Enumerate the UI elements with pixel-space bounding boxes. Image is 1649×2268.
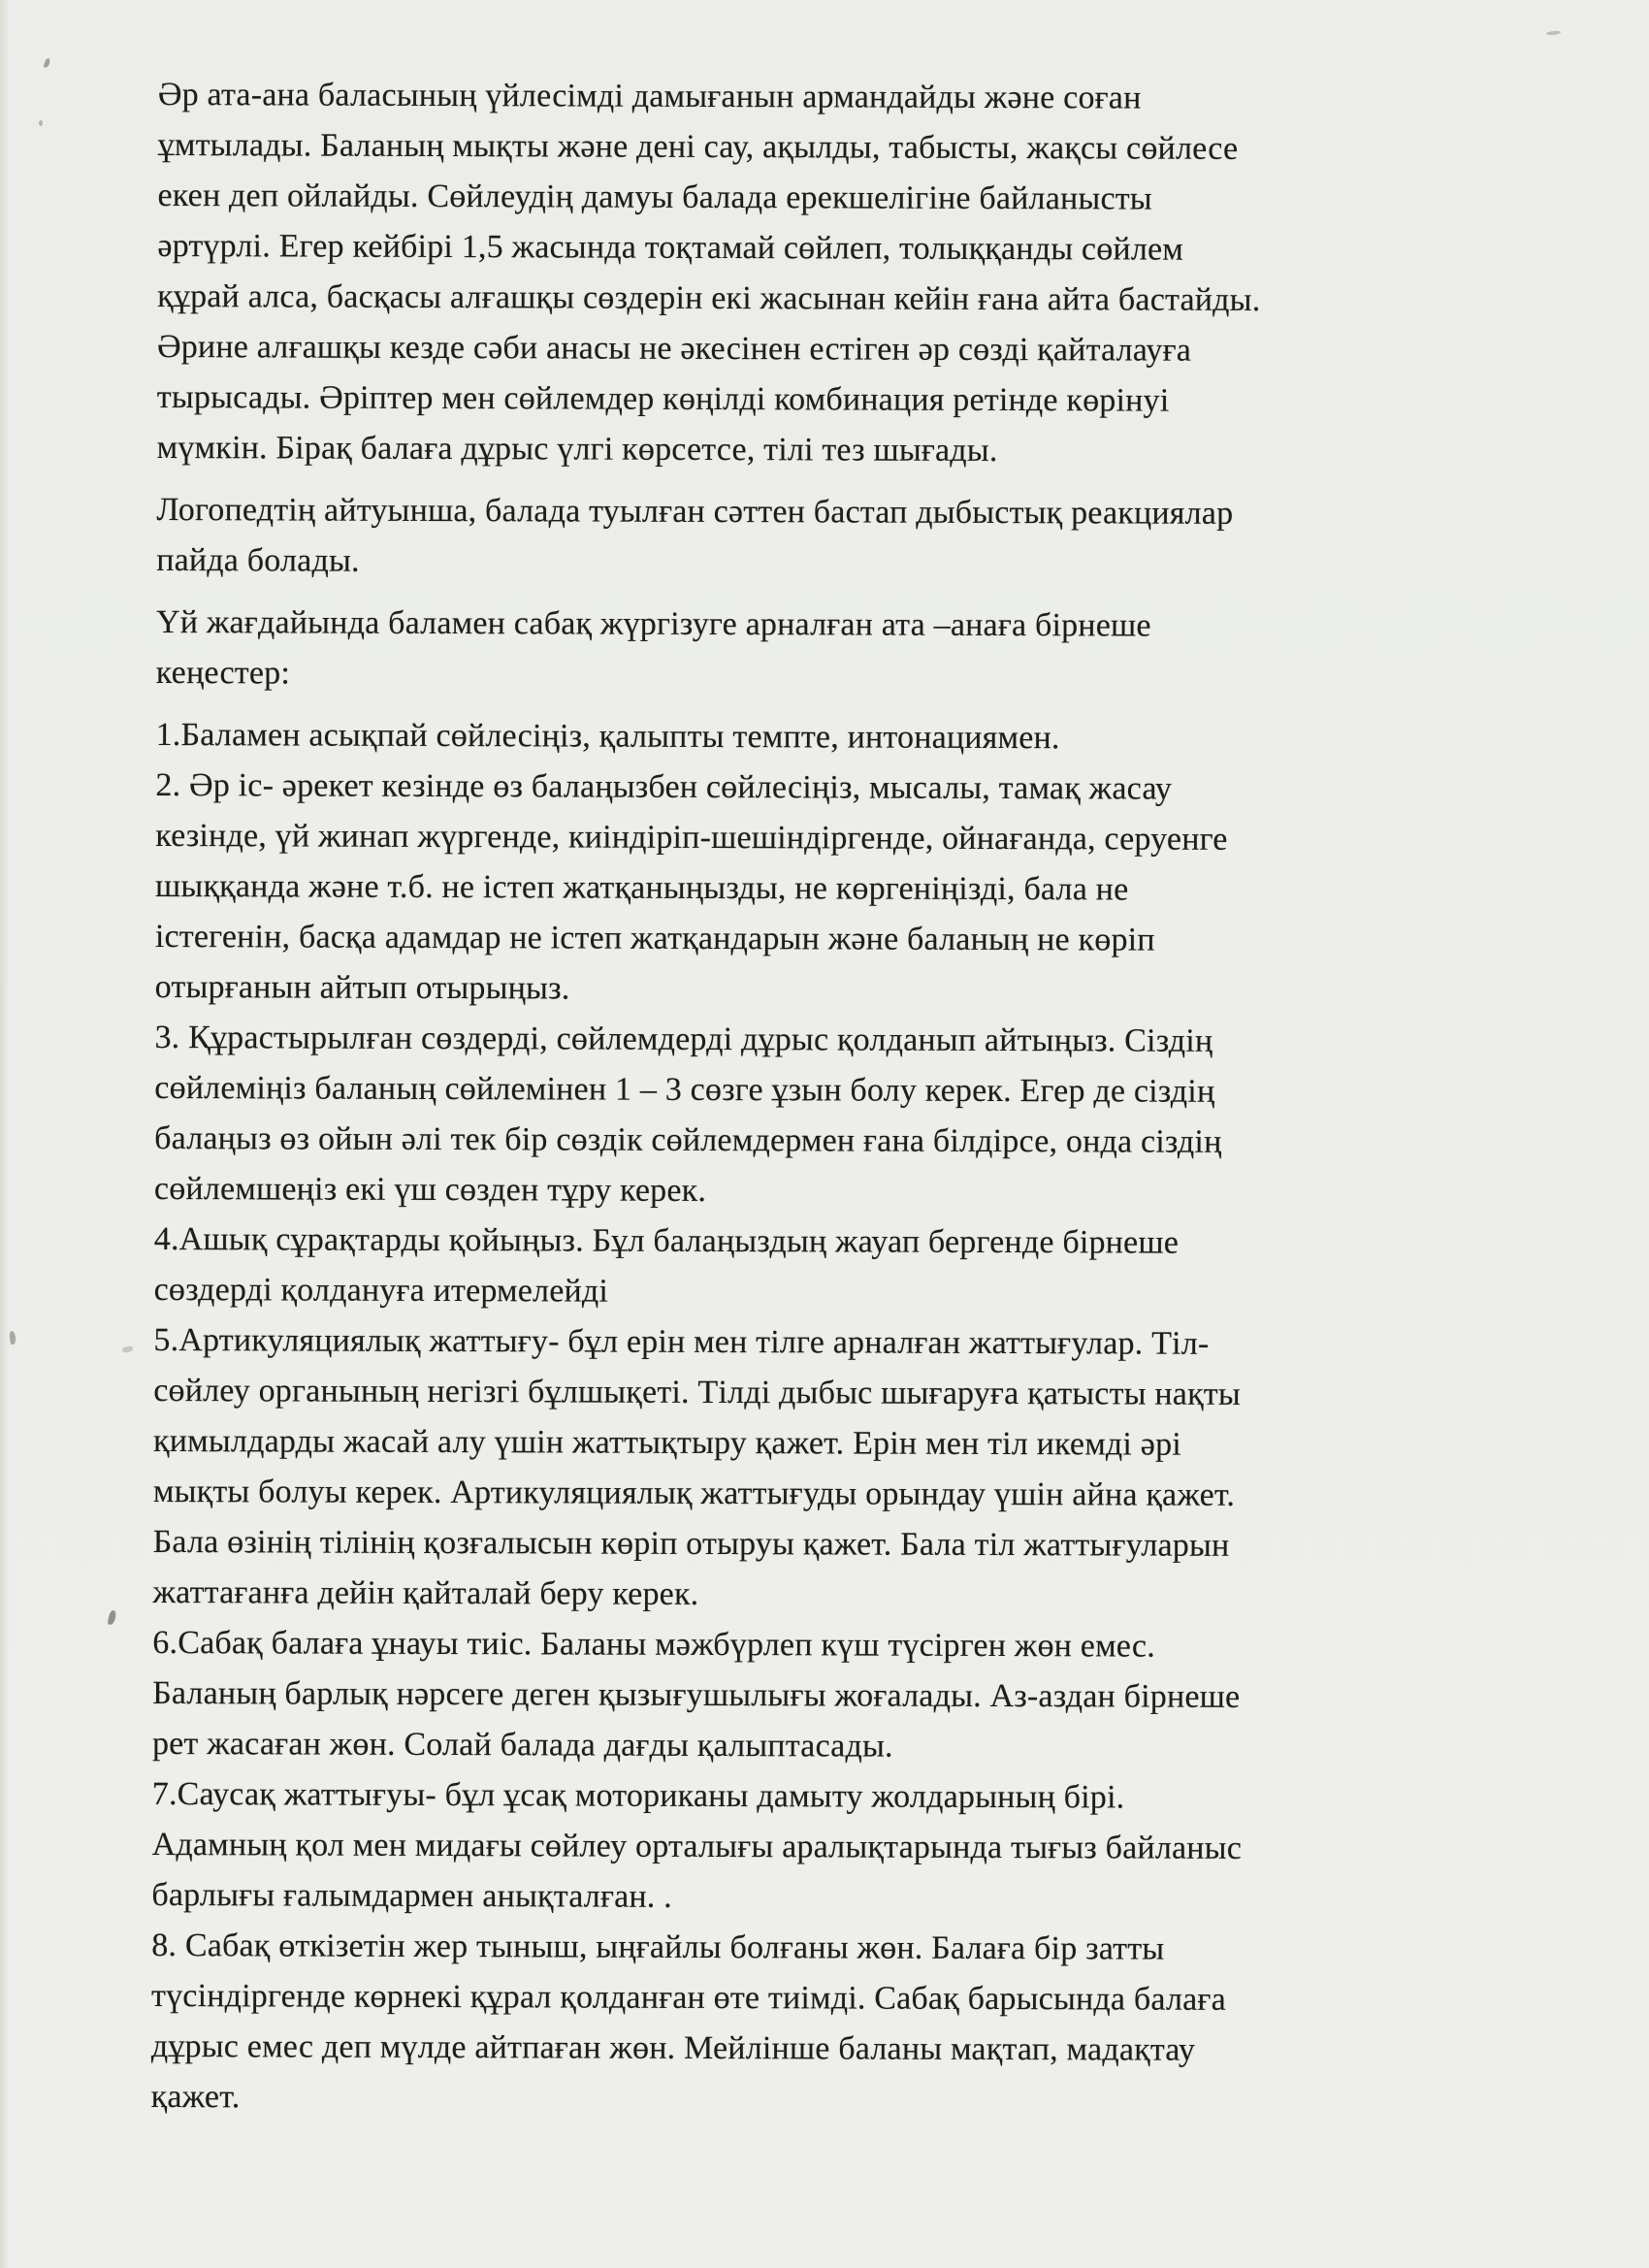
scan-artifact [39,120,43,126]
document-text-block [151,70,1545,2127]
list-item-5: 5.Артикуляциялық жаттығу- бұл ерін мен тілге арналған жаттығулар. Тіл- сөйлеу органының негізгі бұлшықеті. Тілді дыбыс шығаруға қатысты нақты қимылдарды жасай алу үшін жаттықтыру қажет. Ерін мен тіл икемді әрі мықты болуы керек. Артикуляциялық жаттығуды орындау үшін айна қажет. Бала өзінің тілінің қозғалысын көріп отыруы қажет. Бала тіл жаттығуларын жаттағанға дейін қайталай беру керек. [152,1321,1242,1612]
list-item-4: 4.Ашық сұрақтарды қойыңыз. Бұл балаңыздың жауап бергенде бірнеше сөздерді қолдануға итермелейді [153,1220,1180,1310]
list-item-2: 2. Әр іс- әрекет кезінде өз балаңызбен сөйлесіңіз, мысалы, тамақ жасау кезінде, үй жинап жүргенде, киіндіріп-шешіндіргенде, ойнағанда, серуенге шыққанда және т.б. не істеп жатқаныңызды, не көргеніңізді, бала не істегенін, басқа адамдар не істеп жатқандарын және баланың не көріп отырғанын айтып отырыңыз. [154,766,1228,1007]
paragraph-logoped: Логопедтің айтуынша, балада туылған сәттен бастап дыбыстық реакциялар пайда болады. [156,491,1234,579]
list-item-3: 3. Құрастырылған сөздерді, сөйлемдерді дұрыс қолданып айтыңыз. Сіздің сөйлеміңіз баланың сөйлемінен 1 – 3 сөзге ұзын болу керек. Егер де сіздің балаңыз өз ойын әлі тек бір сөздік сөйлемдермен ғана білдірсе, онда сіздің сөйлемшеңіз екі үш сөзден тұру керек. [153,1019,1222,1209]
scanner-edge-shadow [0,0,10,2268]
scan-artifact [44,57,51,68]
paragraph-intro: Әр ата-ана баласының үйлесімді дамығанын армандайды және соған ұмтылады. Баланың мықты және дені сау, ақылды, табысты, жақсы сөйлесе екен деп ойлайды. Сөйлеудің дамуы балада ерекшелігіне байланысты әртүрлі. Егер кейбірі 1,5 жасында тоқтамай сөйлеп, толыққанды сөйлем құрай алса, басқасы алғашқы сөздерін екі жасынан кейін ғана айта бастайды. Әрине алғашқы кезде сәби анасы не әкесінен естіген әр сөзді қайталауға тырысады. Әріптер мен сөйлемдер көңілді комбинация ретінде көрінуі мүмкін. Бірақ балаға дұрыс үлгі көрсетсе, тілі тез шығады. [156,76,1261,470]
scan-artifact [1546,30,1561,36]
list-item-1: 1.Баламен асықпай сөйлесіңіз, қалыпты темпте, интонациямен. [155,716,1060,757]
list-item-8: 8. Сабақ өткізетін жер тыныш, ыңғайлы болғаны жөн. Балаға бір затты түсіндіргенде көрнекі құрал қолданған өте тиімді. Сабақ барысында балаға дұрыс емес деп мүлде айтпаған жөн. Мейлінше баланы мақтап, мадақтау қажет. [150,1927,1226,2116]
scan-artifact [108,1609,117,1625]
paragraph-tips-lead-in: Үй жағдайында баламен сабақ жүргізуге арналған ата –анаға бірнеше кеңестер: [155,603,1151,692]
list-item-6: 6.Сабақ балаға ұнауы тиіс. Баланы мәжбүрлеп күш түсірген жөн емес. Баланың барлық нәрсеге деген қызығушылығы жоғалады. Аз-аздан бірнеше рет жасаған жөн. Солай балада дағды қалыптасады. [151,1624,1241,1765]
scan-artifact [121,1345,133,1353]
scan-artifact [9,1331,16,1345]
list-item-7: 7.Саусақ жаттығуы- бұл ұсақ моториканы дамыту жолдарының бірі. Адамның қол мен мидағы сөйлеу орталығы аралықтарында тығыз байланыс барлығы ғалымдармен анықталған. . [151,1775,1243,1915]
